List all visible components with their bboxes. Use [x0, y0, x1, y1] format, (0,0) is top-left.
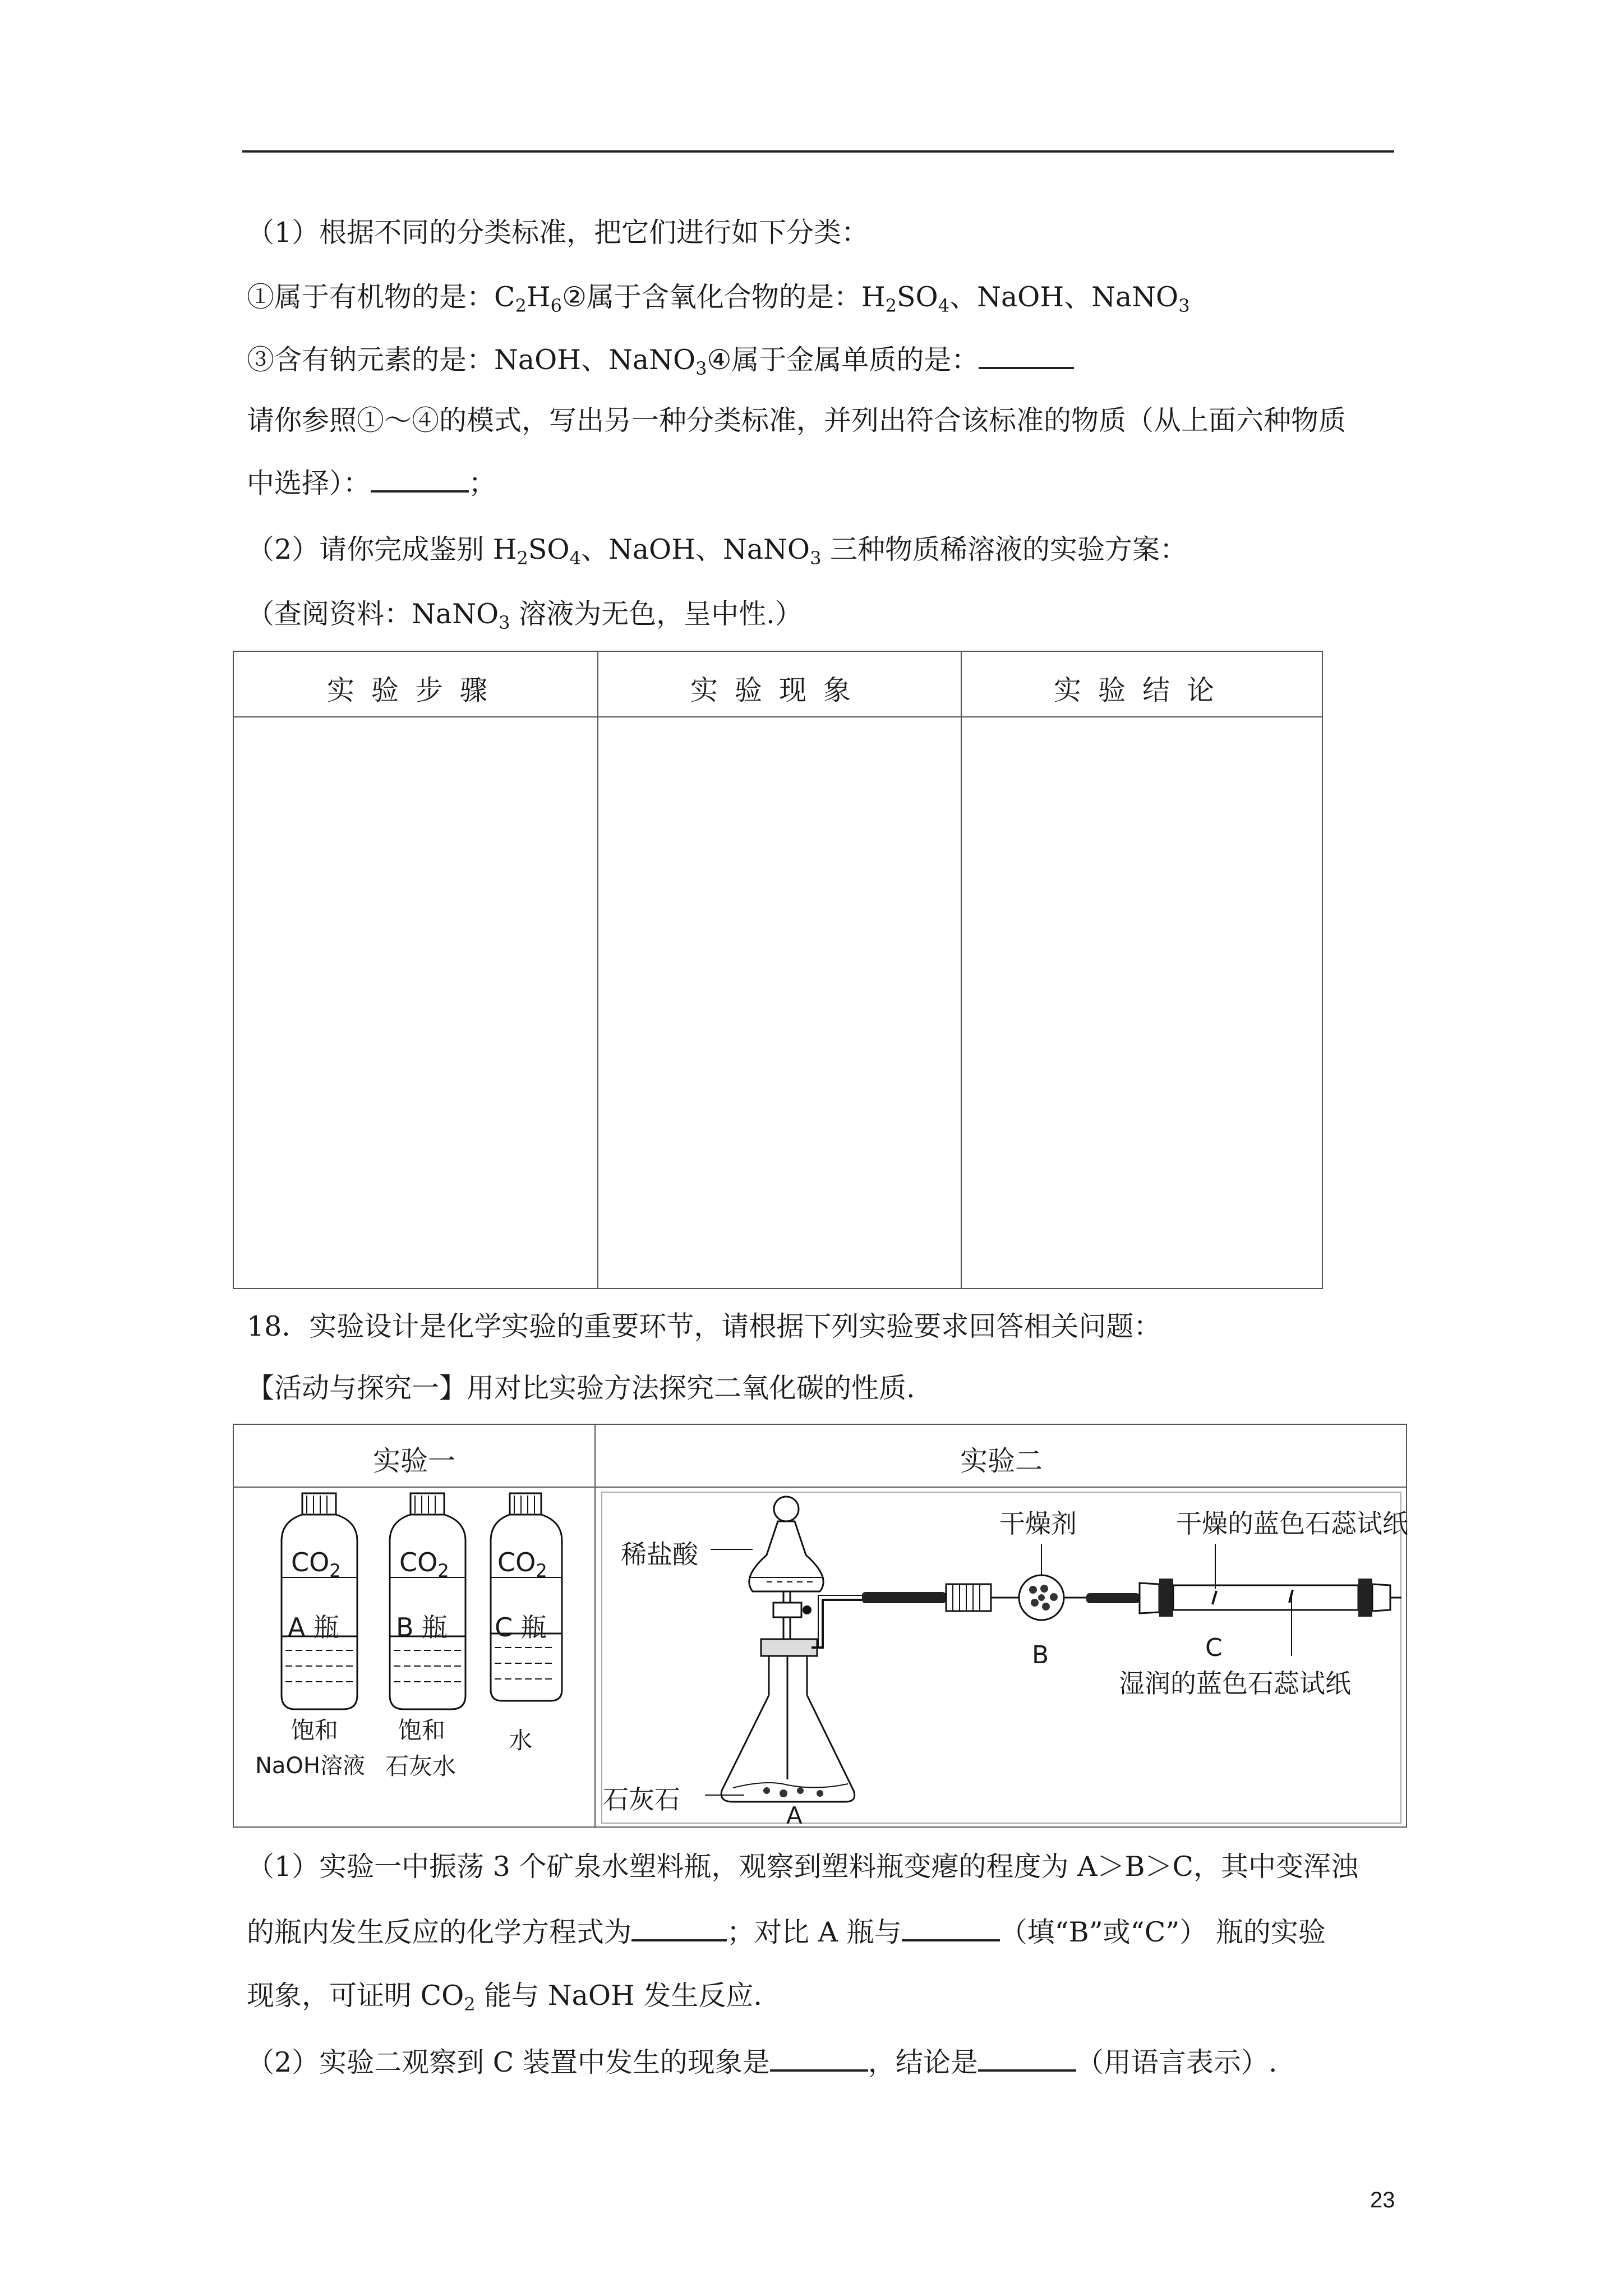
label-a: A	[786, 1802, 803, 1829]
label-b: B	[1032, 1641, 1049, 1669]
answer-blank[interactable]	[902, 1915, 1000, 1941]
bottle-c-label: C 瓶	[495, 1612, 547, 1642]
q17-line-7: （查阅资料：NaNO$_3$ 溶液为无色，呈中性.）	[247, 598, 803, 633]
rubber-tube	[862, 1592, 946, 1603]
table-column-divider	[594, 1425, 596, 1826]
q17-line-4: 请你参照①～④的模式，写出另一种分类标准，并列出符合该标准的物质（从上面六种物质	[247, 404, 1347, 436]
label-limestone: 石灰石	[603, 1784, 680, 1815]
q18-title: 18．实验设计是化学实验的重要环节，请根据下列实验要求回答相关问题：	[247, 1310, 1161, 1342]
bottle-a-label: A 瓶	[288, 1612, 340, 1642]
answer-blank[interactable]	[770, 2045, 868, 2072]
bottle-c-gas: $CO_2$	[497, 1547, 547, 1581]
bottle-a-gas: $CO_2$	[291, 1547, 341, 1581]
bottle-b-gas: $CO_2$	[399, 1547, 449, 1581]
conical-flask	[721, 1639, 855, 1802]
q17-line-2: ①属于有机物的是：$C_2H_6②$属于含氧化合物的是：$H_2SO_4$、NaOH、NaNO$_3$	[247, 281, 1190, 316]
page-number: 23	[1370, 2188, 1395, 2212]
bottle-c	[491, 1493, 562, 1701]
bottle-b-contents-1: 饱和	[398, 1717, 446, 1744]
q18-part1-line-2: 的瓶内发生反应的化学方程式为 ；对比 A 瓶与 （填“B”或“C”） 瓶的实验	[247, 1915, 1326, 1949]
table-header-exp2: 实验二	[960, 1445, 1043, 1477]
table-header-cell: 实验现象	[690, 674, 868, 706]
answer-blank[interactable]	[979, 342, 1074, 369]
separatory-funnel	[749, 1497, 824, 1642]
experiment-table	[233, 1424, 1407, 1828]
q17-line-1: （1）根据不同的分类标准，把它们进行如下分类：	[247, 217, 869, 249]
label-c: C	[1205, 1634, 1223, 1662]
q18-part1-line-3: 现象，可证明 $CO_2$ 能与 NaOH 发生反应.	[247, 1980, 762, 2015]
test-tube-c	[1140, 1579, 1401, 1617]
experiment-plan-table	[233, 651, 1323, 1289]
table-cell-steps[interactable]	[234, 716, 597, 1288]
q17-line-5: 中选择）： ；	[247, 466, 496, 500]
q17-line-6: （2）请你完成鉴别 $H_2SO_4$、NaOH、NaNO$_3$ 三种物质稀溶液的实验方案：	[247, 533, 1188, 569]
bottle-b	[390, 1493, 465, 1709]
q18-part2-line: （2）实验二观察到 C 装置中发生的现象是 ，结论是 （用语言表示）.	[247, 2045, 1277, 2079]
table-header-exp1: 实验一	[372, 1445, 455, 1477]
answer-blank[interactable]	[631, 1915, 727, 1941]
table-header-cell: 实验结论	[1053, 674, 1231, 706]
q18-part1-line-1: （1）实验一中振荡 3 个矿泉水塑料瓶，观察到塑料瓶变瘪的程度为 A＞B＞C，其中变浑浊	[247, 1851, 1358, 1883]
q18-activity-heading: 【活动与探究一】用对比实验方法探究二氧化碳的性质.	[247, 1372, 915, 1404]
bottle-c-contents: 水	[509, 1727, 533, 1754]
answer-blank[interactable]	[978, 2045, 1076, 2072]
bottle-a	[282, 1493, 357, 1709]
q17-line-3: ③含有钠元素的是：NaOH、NaNO$_3$④属于金属单质的是：	[247, 342, 1074, 377]
label-dilute-hcl: 稀盐酸	[621, 1539, 698, 1570]
table-header-cell: 实验步骤	[326, 674, 504, 706]
answer-blank[interactable]	[371, 466, 469, 493]
label-desiccant: 干燥剂	[999, 1508, 1077, 1539]
header-rule	[242, 150, 1394, 153]
table-cell-phenomena[interactable]	[597, 716, 961, 1288]
drying-tube	[946, 1575, 1086, 1620]
label-wet-litmus-paper: 湿润的蓝色石蕊试纸	[1119, 1668, 1351, 1699]
bottle-b-contents-2: 石灰水	[385, 1752, 457, 1780]
table-cell-conclusion[interactable]	[961, 716, 1323, 1288]
bottle-a-contents-1: 饱和	[291, 1717, 339, 1744]
bottle-b-label: B 瓶	[396, 1612, 448, 1642]
label-dry-litmus-paper: 干燥的蓝色石蕊试纸	[1176, 1508, 1408, 1539]
bottle-a-contents-2: NaOH溶液	[255, 1753, 365, 1779]
